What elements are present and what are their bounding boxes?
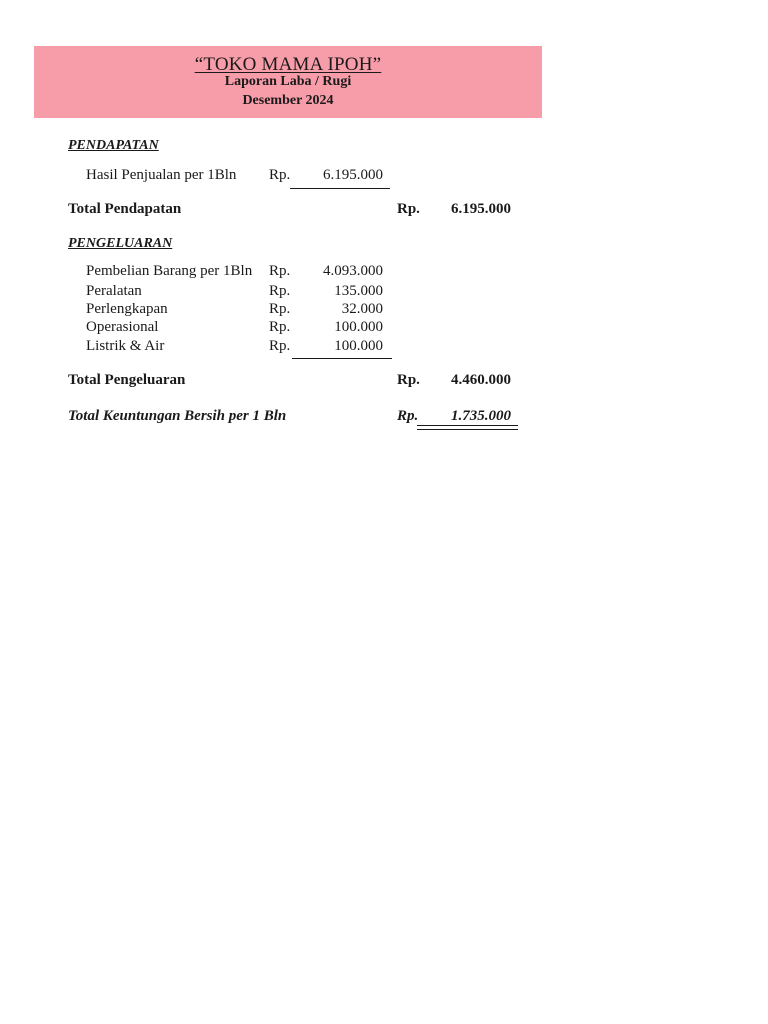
expense-item-currency: Rp. [269,263,291,279]
expense-item-amount: 100.000 [334,338,383,354]
net-profit-double-rule [417,425,518,430]
store-title: “TOKO MAMA IPOH” [194,54,382,75]
expense-item-label: Perlengkapan [86,301,168,317]
expense-item-label: Listrik & Air [86,338,165,354]
expense-subtotal-rule [292,358,392,359]
report-subtitle: Laporan Laba / Rugi [224,74,352,89]
income-item-currency: Rp. [269,167,291,183]
report-header [34,46,542,118]
net-profit-currency: Rp. [397,408,419,424]
expense-item-label: Peralatan [86,283,142,299]
expense-item-currency: Rp. [269,338,291,354]
income-total-label: Total Pendapatan [68,201,182,217]
expense-item-amount: 4.093.000 [323,263,383,279]
income-item-amount: 6.195.000 [323,167,383,183]
report-period: Desember 2024 [242,93,334,108]
expense-item-amount: 32.000 [341,301,383,317]
expense-item-currency: Rp. [269,319,291,335]
expense-item-currency: Rp. [269,283,291,299]
expense-item-amount: 135.000 [334,283,383,299]
expense-total-amount: 4.460.000 [451,372,511,388]
expense-item-label: Pembelian Barang per 1Bln [86,263,253,279]
net-profit-label: Total Keuntungan Bersih per 1 Bln [68,408,287,424]
expense-item-currency: Rp. [269,301,291,317]
income-subtotal-rule [290,188,390,189]
net-profit-amount: 1.735.000 [451,408,511,424]
expense-item-label: Operasional [86,319,159,335]
expense-total-label: Total Pengeluaran [68,372,186,388]
expense-section-label: PENGELUARAN [68,236,173,251]
expense-total-currency: Rp. [397,372,420,388]
income-total-currency: Rp. [397,201,420,217]
income-item-label: Hasil Penjualan per 1Bln [86,167,237,183]
income-section-label: PENDAPATAN [68,138,159,153]
expense-item-amount: 100.000 [334,319,383,335]
income-total-amount: 6.195.000 [451,201,511,217]
